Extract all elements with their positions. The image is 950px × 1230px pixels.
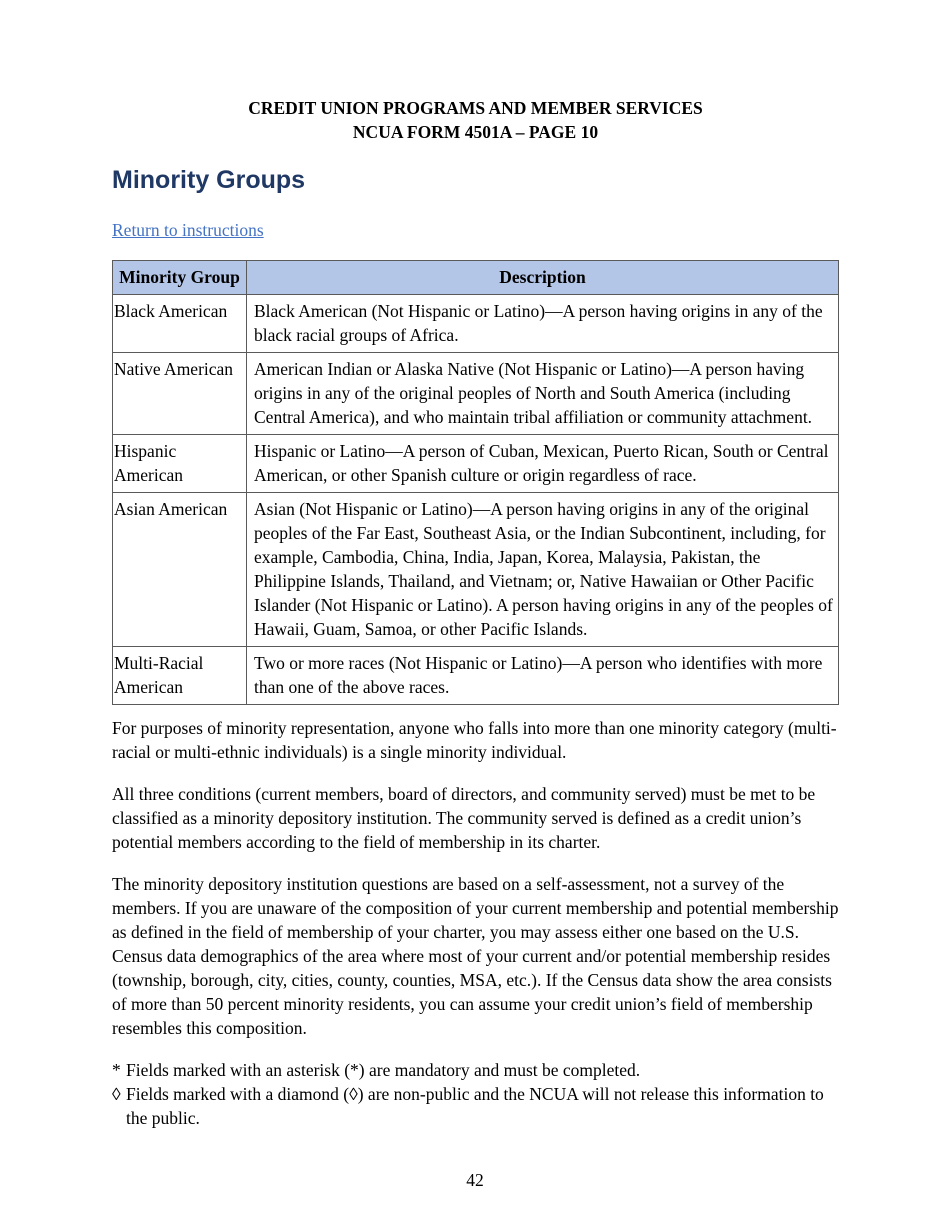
form-header-line-1: CREDIT UNION PROGRAMS AND MEMBER SERVICES [248, 98, 703, 118]
minority-group-cell: Asian American [113, 493, 247, 647]
description-cell: Hispanic or Latino—A person of Cuban, Mexican, Puerto Rican, South or Central American, or other Spanish culture or origin regardless of race. [247, 435, 839, 493]
paragraph-self-assessment: The minority depository institution questions are based on a self-assessment, not a survey of the members. If you are unaware of the composition of your current membership and potential membership as defined in the field of membership of your charter, you may assess either one based on the U.S. Census data demographics of the area where most of your current and/or potential membership resides (township, borough, city, cities, county, counties, MSA, etc.). If the Census data show the area consists of more than 50 percent minority residents, you can assume your credit union’s field of membership resembles this composition. [112, 874, 839, 1038]
description-cell: Asian (Not Hispanic or Latino)—A person having origins in any of the original peoples of the Far East, Southeast Asia, or the Indian Subcontinent, including, for example, Cambodia, China, India, Japan, Korea, Malaysia, Pakistan, the Philippine Islands, Thailand, and Vietnam; or, Native Hawaiian or Other Pacific Islander (Not Hispanic or Latino). A person having origins in any of the peoples of Hawaii, Guam, Samoa, or other Pacific Islands. [247, 493, 839, 647]
description-cell: Two or more races (Not Hispanic or Latino)—A person who identifies with more than one of the above races. [247, 647, 839, 705]
paragraph-minority-representation: For purposes of minority representation, anyone who falls into more than one minority category (multi-racial or multi-ethnic individuals) is a single minority individual. [112, 718, 837, 762]
minority-group-cell: Black American [113, 295, 247, 353]
field-notes [112, 1058, 839, 1130]
minority-group-cell: Multi-Racial American [113, 647, 247, 705]
note-mandatory-fields [112, 1058, 839, 1082]
column-header-description: Description [247, 261, 839, 295]
form-header-line-2: NCUA FORM 4501A – PAGE 10 [352, 122, 599, 142]
form-header [112, 96, 839, 144]
return-to-instructions-link[interactable]: Return to instructions [112, 220, 264, 240]
page-number: 42 [466, 1170, 484, 1190]
note-text: Fields marked with a diamond (◊) are non-public and the NCUA will not release this information to the public. [126, 1084, 824, 1128]
table-row [113, 353, 839, 435]
table-row [113, 493, 839, 647]
note-text: Fields marked with an asterisk (*) are mandatory and must be completed. [126, 1060, 641, 1080]
minority-group-cell: Native American [113, 353, 247, 435]
table-row [113, 295, 839, 353]
column-header-minority-group: Minority Group [113, 261, 247, 295]
document-page [112, 96, 839, 1130]
table-header-row [113, 261, 839, 295]
description-cell: Black American (Not Hispanic or Latino)—A person having origins in any of the black racial groups of Africa. [247, 295, 839, 353]
table-row [113, 647, 839, 705]
table-row [113, 435, 839, 493]
diamond-icon: ◊ [112, 1084, 121, 1104]
description-cell: American Indian or Alaska Native (Not Hispanic or Latino)—A person having origins in any of the original peoples of North and South America (including Central America), and who maintain tribal affiliation or community attachment. [247, 353, 839, 435]
asterisk-icon: * [112, 1060, 121, 1080]
minority-groups-table [112, 260, 839, 705]
paragraph-three-conditions: All three conditions (current members, board of directors, and community served) must be met to be classified as a minority depository institution. The community served is defined as a credit union’s potential members according to the field of membership in its charter. [112, 784, 816, 852]
note-non-public-fields [112, 1082, 839, 1130]
section-title: Minority Groups [112, 166, 306, 194]
minority-group-cell: Hispanic American [113, 435, 247, 493]
